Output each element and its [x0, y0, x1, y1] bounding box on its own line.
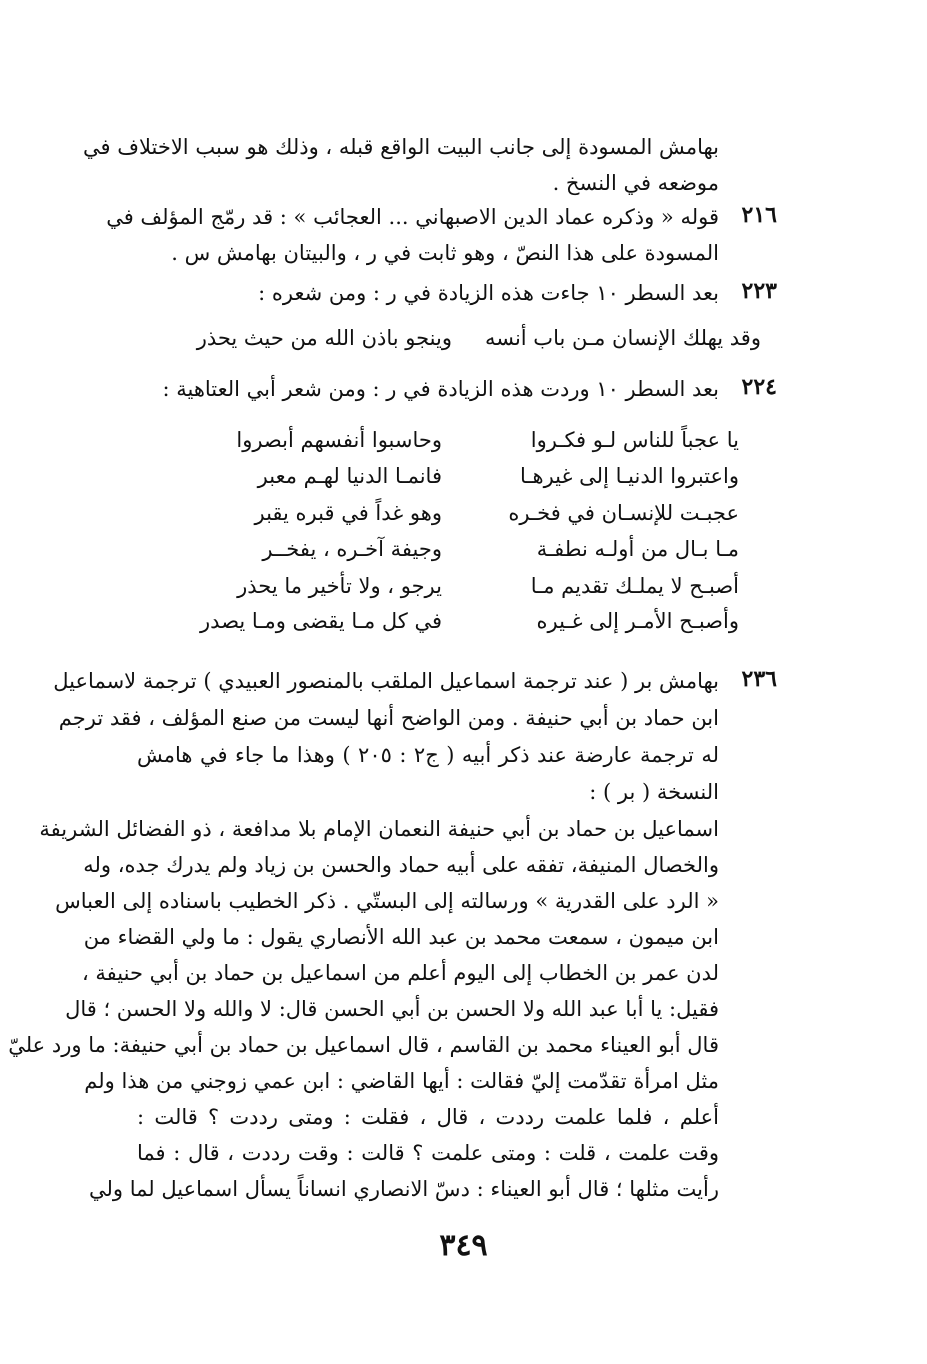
quote-line: وقت علمت ، قلت : ومتى علمت ؟ قالت : وقت رددت ، قال : فما: [137, 1141, 719, 1165]
note-number: ٢٢٤: [741, 374, 777, 400]
text-line: موضعه في النسخ .: [552, 171, 719, 195]
verse-hemistich-right: واعتبروا الدنيـا إلى غيرهـا: [519, 464, 739, 488]
quote-line: « الرد على القدرية » ورسالته إلى البستّي . ذكر الخطيب باسناده إلى العباس: [55, 889, 719, 913]
text-line: قوله « وذكره عماد الدين الاصبهاني ... العجائب » : قد رمّج المؤلف في: [106, 205, 719, 229]
quote-line: قال أبو العيناء محمد بن القاسم ، قال اسماعيل بن حماد بن أبي حنيفة: ما ورد عليّ: [8, 1033, 719, 1057]
verse-hemistich-right: مـا بـال من أولـه نطفـة: [536, 537, 739, 561]
note-number: ٢٣٦: [741, 666, 777, 692]
quote-line: لدن عمر بن الخطاب إلى اليوم أعلم من اسماعيل بن حماد بن أبي حنيفة ،: [81, 961, 719, 985]
verse-hemistich-left: وينجو باذن الله من حيث يحذر: [196, 326, 452, 350]
text-line: بعد السطر ١٠ جاءت هذه الزيادة في ر : ومن شعره :: [258, 281, 719, 305]
verse-hemistich-right: وأصبـح الأمـر إلى غـيره: [536, 609, 739, 633]
quote-line: والخصال المنيفة، تفقه على أبيه حماد والحسن بن زياد ولم يدرك جده، وله: [83, 853, 719, 877]
verse-hemistich-left: في كل مـا يقضى ومـا يصدر: [200, 609, 442, 633]
note-number: ٢٢٣: [741, 278, 777, 304]
quote-line: مثل امرأة تقدّمت إليّ فقالت : أيها القاضي : ابن عمي زوجني من هذا ولم: [84, 1069, 719, 1093]
text-line: بعد السطر ١٠ وردت هذه الزيادة في ر : ومن شعر أبي العتاهية :: [162, 377, 719, 401]
text-line: ابن حماد بن أبي حنيفة . ومن الواضح أنها ليست من صنع المؤلف ، فقد ترجم: [58, 706, 719, 730]
verse-hemistich-left: يرجو ، ولا تأخير ما يحذر: [237, 574, 442, 598]
quote-line: أعلم ، فلما علمت رددت ، قال ، فقلت : ومتى رددت ؟ قالت :: [137, 1105, 719, 1129]
quote-line: رأيت مثلها ؛ قال أبو العيناء : دسّ الانصاري انساناً يسأل اسماعيل لما ولي: [89, 1177, 719, 1201]
quote-line: فقيل: يا أبا عبد الله ولا الحسن بن أبي الحسن قال: لا والله ولا الحسن ؛ قال: [65, 997, 719, 1021]
verse-hemistich-left: فانمـا الدنيا لهـم معبر: [257, 464, 442, 488]
verse-hemistich-left: وهو غداً في قبره يقبر: [254, 501, 442, 525]
quote-line: اسماعيل بن حماد بن أبي حنيفة النعمان الإمام بلا مدافعة ، ذو الفضائل الشريفة: [39, 817, 719, 841]
text-line: له ترجمة عارضة عند ذكر أبيه ( ج٢ : ٢٠٥ ) وهذا ما جاء في هامش: [137, 743, 719, 767]
note-number: ٢١٦: [741, 202, 777, 228]
verse-hemistich-right: وقد يهلك الإنسان مـن باب أنسه: [484, 326, 761, 350]
verse-hemistich-right: يا عجباً للناس لـو فكـروا: [530, 428, 739, 452]
text-line: بهامش بر ( عند ترجمة اسماعيل الملقب بالمنصور العبيدي ) ترجمة لاسماعيل: [53, 669, 719, 693]
verse-hemistich-left: وجيفة آخـره ، يفخــر: [262, 537, 442, 561]
quote-line: ابن ميمون ، سمعت محمد بن عبد الله الأنصاري يقول : ما ولي القضاء من: [83, 925, 719, 949]
text-line: النسخة ( بر ) :: [589, 780, 719, 804]
text-line: المسودة على هذا النصّ ، وهو ثابت في ر ، والبيتان بهامش س .: [171, 241, 719, 265]
verse-hemistich-right: أصبـح لا يملـك تقديم مـا: [530, 574, 739, 598]
verse-hemistich-left: وحاسبوا أنفسهم أبصروا: [236, 428, 442, 452]
page-number: ٣٤٩: [439, 1228, 488, 1263]
text-line: بهامش المسودة إلى جانب البيت الواقع قبله ، وذلك هو سبب الاختلاف في: [83, 135, 719, 159]
verse-hemistich-right: عجبـت للإنسـان في فخـره: [508, 501, 739, 525]
